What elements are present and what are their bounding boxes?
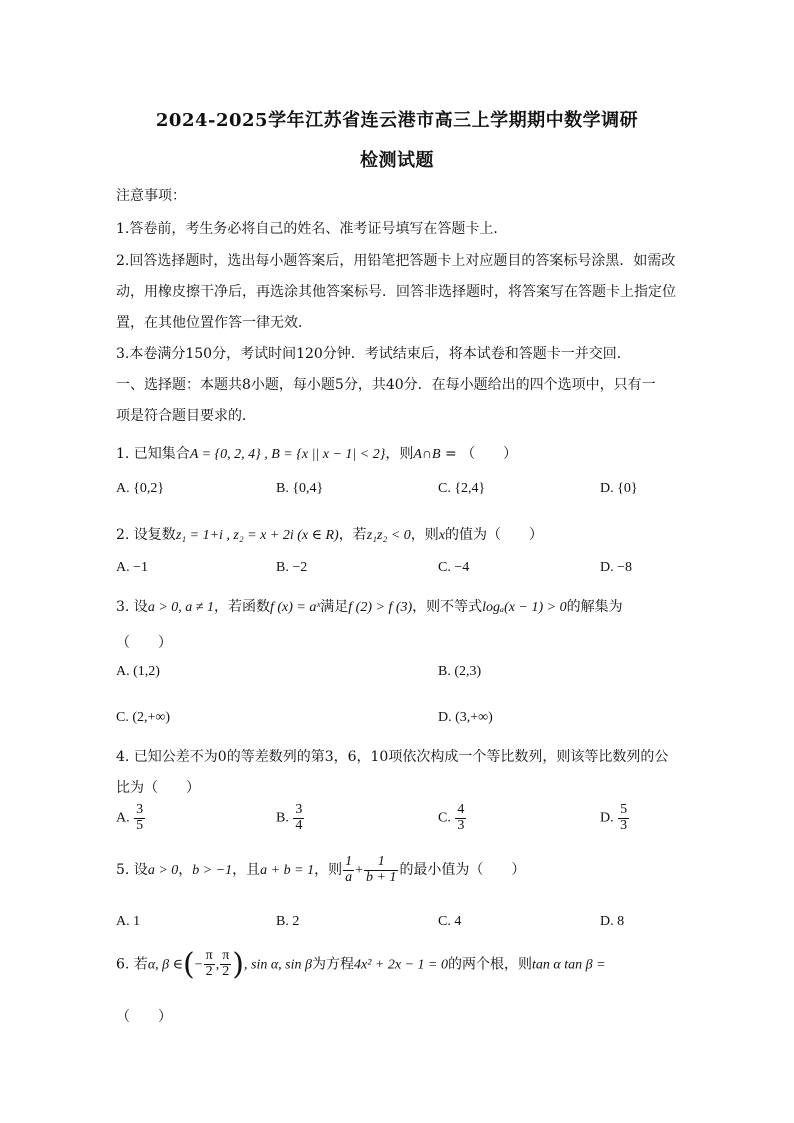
q6-math4: tan α tan β = bbox=[531, 957, 606, 973]
q4-option-a-label: A. bbox=[116, 810, 130, 826]
exam-title-line1: 2024-2025学年江苏省连云港市高三上学期期中数学调研 bbox=[155, 110, 639, 131]
q6-paren-open: ( bbox=[183, 947, 195, 982]
q4-option-b bbox=[276, 803, 305, 833]
q5-fraction-2: $\frac{1}{b + 1}$ bbox=[365, 854, 397, 885]
q3-prefix: 3. 设 bbox=[116, 599, 148, 615]
q3-answer-paren: （ ） bbox=[116, 635, 172, 651]
notice-line-1: 1.答卷前，考生务必将自己的姓名、准考证号填写在答题卡上． bbox=[116, 221, 508, 237]
section1-line-2: 项是符合题目要求的． bbox=[116, 408, 256, 424]
q2-math: z₁ = 1+i , z₂ = x + 2i (x ∈ R) bbox=[175, 528, 339, 543]
q1-prefix: 1. 已知集合 bbox=[116, 446, 190, 462]
q5-option-b: B. 2 bbox=[276, 914, 300, 929]
q3-math4: logₐ(x − 1) > 0 bbox=[482, 600, 567, 615]
q1-option-c: C. {2,4} bbox=[438, 481, 486, 496]
q6-mid: 为方程 bbox=[312, 956, 354, 973]
q6-math3: 4x² + 2x − 1 = 0 bbox=[354, 957, 448, 973]
q5-mid: ，且 bbox=[232, 862, 261, 879]
q2-option-c: C. −4 bbox=[438, 560, 470, 575]
q3-option-c: C. (2,+∞) bbox=[116, 710, 171, 725]
q5-suffix: 的最小值为（ ） bbox=[399, 862, 526, 879]
q6-math: α, β ∈ bbox=[147, 957, 183, 973]
q2-math3: x bbox=[438, 528, 445, 543]
notice-line-4: 置，在其他位置作答一律无效． bbox=[116, 315, 312, 331]
q6-prefix: 6. 若 bbox=[116, 956, 148, 973]
q2-option-a: A. −1 bbox=[116, 560, 149, 575]
q5-option-d: D. 8 bbox=[600, 914, 625, 929]
q1-mid: ，则 bbox=[385, 446, 414, 462]
q6-answer-paren: （ ） bbox=[116, 1009, 172, 1025]
q2-option-d: D. −8 bbox=[600, 560, 633, 575]
q1-option-b: B. {0,4} bbox=[276, 481, 324, 496]
q3-mid2: 满足 bbox=[320, 599, 349, 615]
q3-mid3: ，则不等式 bbox=[412, 599, 483, 615]
notice-line-5: 3.本卷满分150分，考试时间120分钟．考试结束后，将本试卷和答题卡一并交回． bbox=[116, 346, 631, 362]
q5-math2: b > −1 bbox=[192, 863, 233, 879]
q3-option-a: A. (1,2) bbox=[116, 664, 160, 679]
question-6-stem bbox=[116, 947, 606, 982]
q2-suffix: 的值为（ ） bbox=[444, 527, 543, 543]
q5-math3: a + b = 1 bbox=[260, 863, 315, 879]
notice-heading: 注意事项： bbox=[116, 188, 186, 204]
q4-option-b-label: B. bbox=[276, 810, 289, 826]
q5-sep: ， bbox=[178, 862, 193, 879]
q2-option-b: B. −2 bbox=[276, 560, 308, 575]
q3-option-d: D. (3,+∞) bbox=[438, 710, 493, 725]
q6-mid2: 的两个根，则 bbox=[447, 956, 532, 973]
q4-option-c-label: C. bbox=[438, 810, 451, 826]
q2-prefix: 2. 设复数 bbox=[116, 527, 176, 543]
q3-math2: f (x) = aˣ bbox=[269, 600, 321, 615]
q6-comma: , bbox=[215, 957, 220, 973]
q1-suffix: = （ ） bbox=[440, 446, 518, 462]
exam-title-line2: 检测试题 bbox=[360, 150, 434, 171]
q3-option-b: B. (2,3) bbox=[438, 664, 482, 679]
q6-paren-close: ) bbox=[232, 947, 244, 982]
q5-plus: + bbox=[355, 863, 363, 879]
question-3-stem bbox=[116, 596, 623, 616]
q6-math2: , sin α, sin β bbox=[244, 957, 312, 973]
q5-math: a > 0 bbox=[147, 863, 179, 879]
question-5-stem bbox=[116, 855, 525, 885]
q6-fraction-2: $\frac{\pi}{2}$ bbox=[222, 948, 230, 979]
q3-mid: ，若函数 bbox=[213, 599, 270, 615]
question-1-stem bbox=[116, 443, 517, 463]
question-2-stem bbox=[116, 524, 543, 544]
q3-math: a > 0, a ≠ 1 bbox=[147, 600, 214, 615]
q6-fraction-1: $\frac{\pi}{2}$ bbox=[205, 948, 213, 979]
notice-line-2: 2.回答选择题时，选出每小题答案后，用铅笔把答题卡上对应题目的答案标号涂黑．如需改 bbox=[116, 253, 676, 269]
q2-mid: ，若 bbox=[338, 527, 367, 543]
q2-mid2: ，则 bbox=[410, 527, 439, 543]
q5-mid2: ，则 bbox=[314, 862, 343, 879]
q6-minus: − bbox=[194, 957, 203, 973]
notice-line-3: 动，用橡皮擦干净后，再选涂其他答案标号．回答非选择题时，将答案写在答题卡上指定位 bbox=[116, 284, 676, 300]
q4-option-a bbox=[116, 803, 146, 833]
q4-option-a-fraction: $\frac{3}{5}$ bbox=[136, 802, 144, 833]
q5-option-c: C. 4 bbox=[438, 914, 462, 929]
q4-option-b-fraction: $\frac{3}{4}$ bbox=[295, 802, 303, 833]
q1-option-d: D. {0} bbox=[600, 481, 638, 496]
question-4-stem-line2: 比为（ ） bbox=[116, 780, 200, 796]
q5-prefix: 5. 设 bbox=[116, 862, 148, 879]
question-4-stem-line1: 4. 已知公差不为0的等差数列的第3，6，10项依次构成一个等比数列，则该等比数列的公 bbox=[116, 749, 669, 765]
q4-option-c bbox=[438, 803, 467, 833]
section1-line-1: 一、选择题：本题共8小题，每小题5分，共40分．在每小题给出的四个选项中，只有一 bbox=[116, 377, 656, 393]
q2-math2: z₁z₂ < 0 bbox=[366, 528, 411, 543]
q3-math3: f (2) > f (3) bbox=[348, 600, 413, 615]
q5-fraction-1: $\frac{1}{a}$ bbox=[345, 854, 353, 885]
q1-math: A = {0, 2, 4} , B = {x || x − 1| < 2} bbox=[189, 447, 386, 462]
q4-option-d-fraction: $\frac{5}{3}$ bbox=[620, 802, 628, 833]
q3-suffix: 的解集为 bbox=[566, 599, 623, 615]
q4-option-d bbox=[600, 803, 630, 833]
q1-option-a: A. {0,2} bbox=[116, 481, 165, 496]
q1-math2: A∩B bbox=[413, 447, 441, 462]
q4-option-d-label: D. bbox=[600, 810, 614, 826]
q5-option-a: A. 1 bbox=[116, 914, 141, 929]
q4-option-c-fraction: $\frac{4}{3}$ bbox=[457, 802, 465, 833]
